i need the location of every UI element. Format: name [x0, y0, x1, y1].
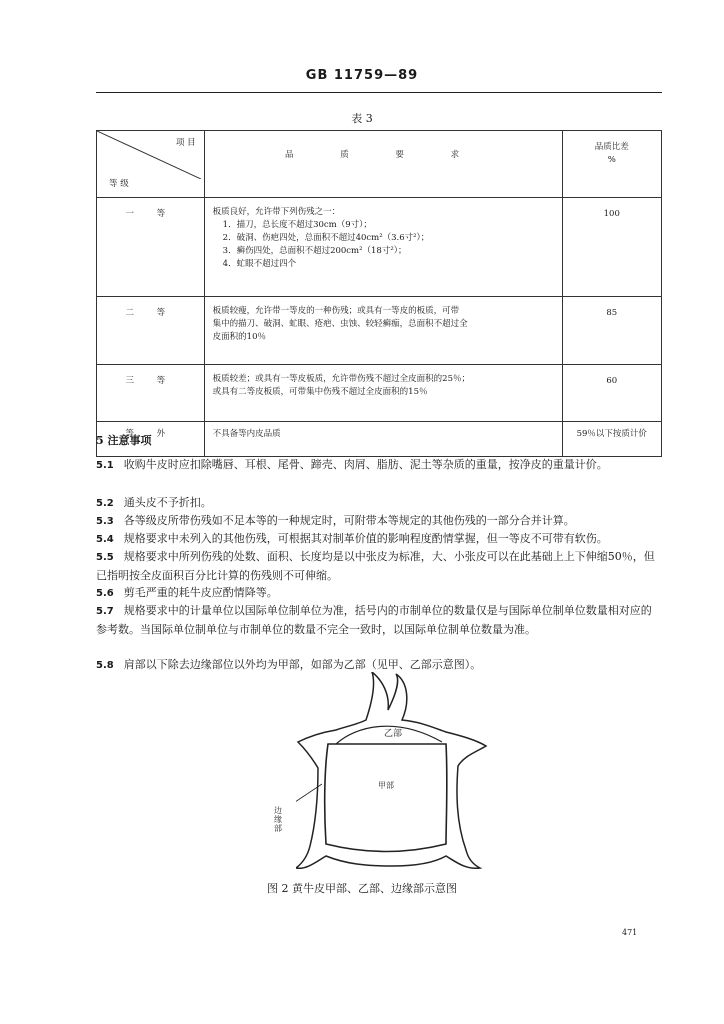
note-text: 各等级皮所带伤残如不足本等的一种规定时，可附带本等规定的其他伤残的一部分合并计算。 [123, 514, 575, 527]
quality-cell [204, 422, 562, 457]
note-item [96, 584, 662, 603]
table-row [97, 198, 662, 297]
quality-line: 3．癣伤四处，总面积不超过200cm²（18寸²）； [222, 246, 407, 256]
note-number: 5.5 [96, 552, 114, 563]
note-text: 规格要求中未列入的其他伤残，可根据其对制革价值的影响程度酌情掌握，但一等皮不可带有软伤。 [123, 532, 608, 545]
grade-cell: 等 外 [97, 422, 205, 457]
ratio-cell: 85 [562, 297, 661, 365]
standard-header: GB 11759—89 [305, 68, 419, 83]
edge-leader-line [296, 784, 322, 804]
note-item [96, 602, 662, 639]
note-text: 规格要求中所列伤残的处数、面积、长度均是以中张皮为标准，大、小张皮可以在此基础上上下伸缩50％，但已指明按全皮面积百分比计算的伤残则不可伸缩。 [96, 550, 655, 582]
quality-line: 板质较差；或具有一等皮板质，允许带伤残不超过全皮面积的25％； [212, 374, 470, 384]
note-number: 5.7 [96, 606, 114, 617]
header-quality: 品 质 要 求 [204, 131, 562, 198]
diagonal-header-cell [97, 131, 205, 198]
table-row [97, 297, 662, 365]
header-project: 项 目 [175, 138, 196, 148]
figure-caption: 图 2 黄牛皮甲部、乙部、边缘部示意图 [267, 882, 457, 895]
quality-line: 板质良好，允许带下列伤残之一： [212, 207, 341, 217]
quality-cell [204, 198, 562, 297]
header-rule [96, 92, 662, 93]
note-number: 5.3 [96, 516, 114, 527]
quality-cell [204, 365, 562, 422]
hide-diagram [296, 672, 496, 872]
quality-line: 板质较瘦，允许带一等皮的一种伤残；或具有一等皮的板质，可带 [212, 306, 460, 316]
note-number: 5.1 [96, 460, 114, 471]
hide-outline [296, 672, 486, 868]
table-caption: 表 3 [351, 112, 373, 125]
ratio-cell: 59％以下按质计价 [562, 422, 661, 457]
label-part-a: 甲部 [378, 781, 394, 790]
note-text: 肩部以下除去边缘部位以外均为甲部，如部为乙部（见甲、乙部示意图）。 [123, 658, 482, 671]
section-title: 5 注意事项 [96, 434, 152, 447]
grade-cell: 二 等 [97, 297, 205, 365]
table-header-row [97, 131, 662, 198]
note-text: 通头皮不予折扣。 [123, 496, 212, 509]
note-number: 5.4 [96, 534, 114, 545]
quality-line: 1．描刀，总长度不超过30cm（9寸）； [222, 220, 372, 230]
ratio-cell: 100 [562, 198, 661, 297]
note-item [96, 530, 662, 549]
label-part-b: 乙部 [384, 729, 403, 739]
note-item [96, 456, 662, 475]
note-text: 收购牛皮时应扣除嘴唇、耳根、尾骨、蹄壳、肉屑、脂肪、泥土等杂质的重量，按净皮的重量计价。 [123, 458, 608, 471]
note-item [96, 548, 662, 585]
note-number: 5.2 [96, 498, 114, 509]
grade-cell: 三 等 [97, 365, 205, 422]
page-number: 471 [622, 928, 638, 937]
table-row [97, 365, 662, 422]
header-ratio: 品质比差 % [562, 131, 661, 198]
note-item [96, 494, 662, 513]
quality-line: 皮面积的10％ [212, 332, 266, 342]
note-number: 5.6 [96, 588, 114, 599]
header-grade: 等 级 [109, 179, 129, 189]
quality-line: 不具备等内皮品质 [212, 429, 281, 439]
note-item [96, 512, 662, 531]
quality-line: 或具有二等皮板质，可带集中伤残不超过全皮面积的15％ [212, 387, 428, 397]
quality-table [96, 130, 662, 457]
note-text: 剪毛严重的耗牛皮应酌情降等。 [123, 586, 278, 599]
note-number: 5.8 [96, 660, 114, 671]
quality-cell [204, 297, 562, 365]
label-edge: 边缘部 [274, 806, 282, 833]
quality-line: 集中的描刀、破洞、虻眼、疮疤、虫蚀、较轻癣痂，总面积不超过全 [212, 319, 468, 329]
ratio-cell: 60 [562, 365, 661, 422]
quality-line: 4．虻眼不超过四个 [222, 259, 297, 269]
note-text: 规格要求中的计量单位以国际单位制单位为准，括号内的市制单位的数量仅是与国际单位制单位数量相对应的参考数。当国际单位制单位与市制单位的数量不完全一致时，以国际单位制单位数量为准。 [96, 604, 652, 636]
grade-cell: 一 等 [97, 198, 205, 297]
quality-line: 2．破洞、伤疤四处，总面积不超过40cm²（3.6寸²）； [222, 233, 430, 243]
part-a-boundary [325, 744, 447, 852]
table-row [97, 422, 662, 457]
